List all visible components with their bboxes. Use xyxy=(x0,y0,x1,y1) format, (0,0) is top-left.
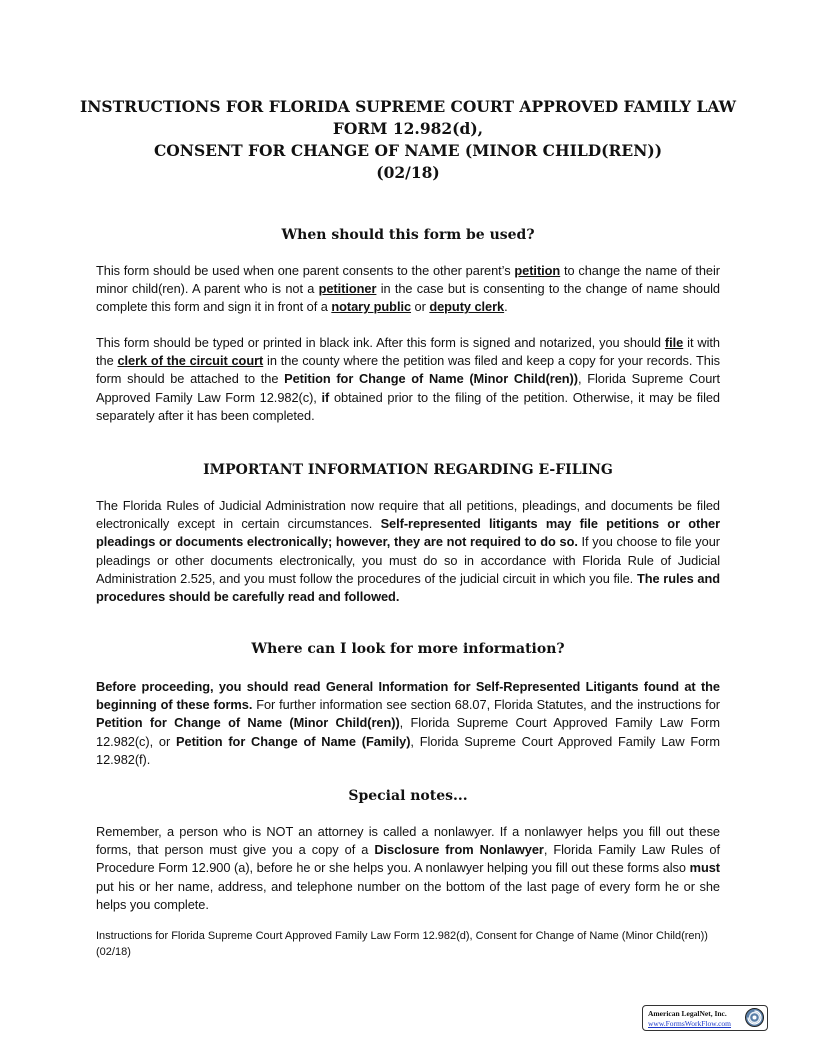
term-clerk-of-circuit-court: clerk of the circuit court xyxy=(117,353,264,369)
bold-rules-procedures: The rules and procedures should be carefully read and followed. xyxy=(96,570,720,605)
title-line-1: INSTRUCTIONS FOR FLORIDA SUPREME COURT APPROVED FAMILY LAW xyxy=(80,97,737,116)
paragraph-efiling xyxy=(96,497,720,606)
paragraph-more-info xyxy=(96,678,720,769)
section-heading-more-info: Where can I look for more information? xyxy=(251,641,565,657)
text-run: If you choose to file your pleadings or other documents electronically, you must do so in accordance with Florida Rule of Judicial Administration 2.525, and you must follow the procedures of the judicial circuit in which you file. xyxy=(96,534,720,586)
bold-if: if xyxy=(321,389,330,405)
term-notary-public: notary public xyxy=(331,299,412,315)
text-run: , Florida Supreme Court Approved Family Law Form 12.982(f). xyxy=(96,733,720,767)
term-deputy-clerk: deputy clerk xyxy=(429,299,505,315)
text-run: This form should be used when one parent consents to the other parent’s xyxy=(96,263,515,278)
term-petition: petition xyxy=(514,263,561,278)
text-run: . xyxy=(504,299,508,315)
text-run: in the county where the petition was filed and keep a copy for your records. This form should be attached to the xyxy=(96,353,720,387)
paragraph-filing xyxy=(96,334,720,425)
text-run: put his or her name, address, and telephone number on the bottom of the last page of every form he or she helps you complete. xyxy=(96,878,720,912)
bold-self-represented: Self-represented litigants may file petitions or other pleadings or documents electronically; however, they are not required to do so. xyxy=(96,516,721,550)
text-run: or xyxy=(411,299,430,315)
american-legalnet-logo[interactable] xyxy=(642,1005,768,1031)
document-title xyxy=(80,96,736,184)
term-file: file xyxy=(664,335,684,350)
paragraph-special-notes xyxy=(96,823,720,914)
page-footer: Instructions for Florida Supreme Court Approved Family Law Form 12.982(d), Consent for Change of Name (Minor Child(ren))(02/18) xyxy=(96,930,708,958)
text-run: For further information see section 68.07, Florida Statutes, and the instructions for xyxy=(252,697,720,713)
logo-url-link[interactable]: www.FormsWorkFlow.com xyxy=(648,1019,732,1028)
section-heading-efiling: IMPORTANT INFORMATION REGARDING E-FILING xyxy=(203,462,613,478)
text-run: in the case but is consenting to the change of name should complete this form and sign it in front of a xyxy=(96,281,720,315)
bold-disclosure: Disclosure from Nonlawyer xyxy=(374,842,544,858)
bold-petition-family: Petition for Change of Name (Family) xyxy=(176,733,411,749)
paragraph-when-used xyxy=(96,262,720,317)
bold-before-proceeding: Before proceeding, you should read General Information for Self-Represented Litigants found at the beginning of these forms. xyxy=(96,679,720,713)
text-run: to change the name of their minor child(ren). A parent who is not a xyxy=(96,263,720,297)
text-run: it with the xyxy=(96,335,720,369)
text-run: , Florida Supreme Court Approved Family Law Form 12.982(c), xyxy=(96,371,720,405)
title-line-4: (02/18) xyxy=(376,163,440,182)
section-heading-when-used: When should this form be used? xyxy=(281,227,535,243)
text-run: , Florida Family Law Rules of Procedure Form 12.900 (a), before he or she helps you. A nonlawyer helping you fill out these forms also xyxy=(96,842,721,876)
text-run: , Florida Supreme Court Approved Family Law Form 12.982(c), or xyxy=(96,715,720,749)
text-run: obtained prior to the filing of the petition. Otherwise, it may be filed separately after it has been completed. xyxy=(96,389,720,423)
bold-must: must xyxy=(689,860,720,876)
logo-company-name: American LegalNet, Inc. xyxy=(648,1009,727,1018)
text-run: Remember, a person who is NOT an attorney is called a nonlawyer. If a nonlawyer helps you fill out these forms, that person must give you a copy of a xyxy=(96,824,720,858)
text-run: The Florida Rules of Judicial Administration now require that all petitions, pleadings, and documents be filed electronically except in certain circumstances. xyxy=(96,498,720,532)
title-line-3: CONSENT FOR CHANGE OF NAME (MINOR CHILD(REN)) xyxy=(153,141,663,160)
term-petitioner: petitioner xyxy=(318,281,377,297)
bold-petition-minor: Petition for Change of Name (Minor Child(ren)) xyxy=(96,715,400,731)
bold-petition-title: Petition for Change of Name (Minor Child(ren)) xyxy=(284,371,578,387)
globe-icon xyxy=(744,1007,765,1028)
section-heading-special-notes: Special notes... xyxy=(348,788,468,804)
text-run: This form should be typed or printed in black ink. After this form is signed and notarized, you should xyxy=(96,335,665,350)
title-line-2: FORM 12.982(d), xyxy=(332,119,484,138)
